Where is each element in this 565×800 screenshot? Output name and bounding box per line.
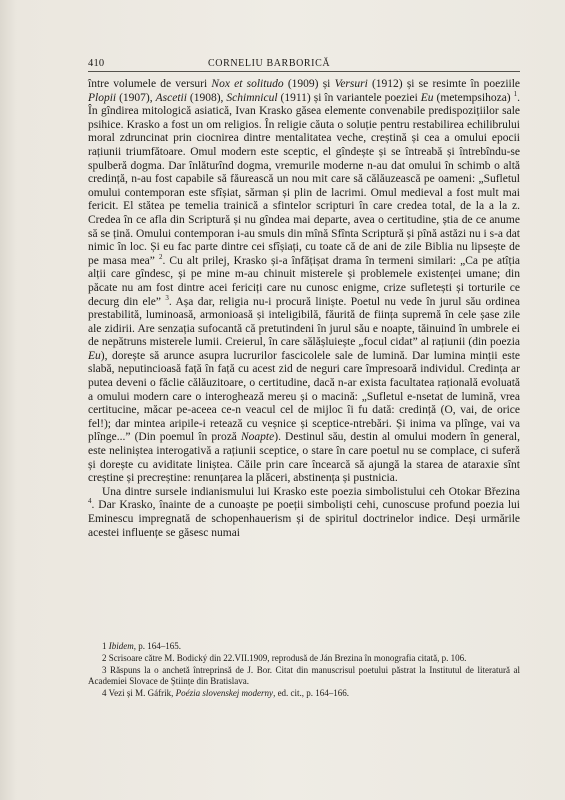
footnote-ref: 1 xyxy=(513,89,518,98)
text-run: ), dorește să arunce asupra lucrurilor fascicolele sale de lumină. Dar lumina minții este slabă, neputincioasă față în față cu acest zid de neguri care împresoară individul. Credința ar putea deveni o făclie călăuzitoare, o certitudine, dacă n-ar exista facultatea rațională evoluată a omului modern care o interoghează mereu și o macină: „Sufletul e-nsetat de lumină, vrea certitucine, măcar pe-aceea ce-n veacul cel de mijloc îi fu dată: credință (O, vai, de orice fel!); dar mintea aripile-i retează cu veșnice și sceptice-ntrebări. Și inima va plînge, vai va plînge...” (Din poemul în proză xyxy=(88,349,520,444)
paragraph xyxy=(88,78,520,486)
text-run: (1911) și în variantele poeziei xyxy=(277,91,421,104)
italic-title: Eu xyxy=(88,349,101,362)
italic-title: Versuri xyxy=(334,78,368,90)
text-run: (1907), xyxy=(116,91,156,104)
body-text xyxy=(88,78,520,540)
text-run: 2 Scrisoare către M. Bodický din 22.VII.1909, reprodusă de Ján Brezina în monografia citată, p. 106. xyxy=(102,653,467,663)
footnote-ref: 4 xyxy=(88,497,92,506)
text-run: (1909) și xyxy=(283,78,335,90)
text-run: Una dintre sursele indianismului lui Krasko este poezia simbolistului ceh Otokar Březina xyxy=(102,485,520,498)
footnotes xyxy=(88,641,520,700)
text-run: . Dar Krasko, înainte de a cunoaște pe poeții simboliști cehi, cunoscuse profund poezia lui Eminescu impregnată de schopenhauerism și de spiritul doctrinelor indice. Deși urmările acestei influențe se găsesc numai xyxy=(88,499,520,539)
italic-title: Poézia slovenskej moderny xyxy=(175,688,274,698)
running-head-author: CORNELIU BARBORICĂ xyxy=(208,58,331,69)
text-run: între volumele de versuri xyxy=(88,78,212,90)
header-rule xyxy=(88,71,520,72)
italic-title: Ibidem xyxy=(108,641,134,651)
text-run: . Cu alt prilej, Krasko și-a înfățișat drama în termeni similari: „Ca pe atîția alții care gîndesc, și pe mine m-au chinuit misterele și problemele existenței umane; din păcate nu am fost dintre acei fericiți care nu cunosc enigme, crize sufletești și torturile ce decurg din ele” xyxy=(88,254,520,308)
text-run: (1908), xyxy=(186,91,227,104)
footnote-ref: 2 xyxy=(158,252,163,261)
running-header xyxy=(88,58,520,69)
italic-title: Noapte xyxy=(241,431,275,444)
text-run: , ed. cit., p. 164–166. xyxy=(273,688,350,698)
italic-title: Ascetii xyxy=(155,91,187,104)
text-run: . În gîndirea mitologică asiatică, Ivan Krasko găsea elemente convenabile predispozițiilor sale psihice. Krasko a fost un om religios. În religie căuta o soluție pentru restabilirea echilibrului moral zdruncinat prin ciocnirea dintre mentalitatea veche, creștină și cea a omului epocii rațiunii triumfătoare. Omul modern este sceptic, el gîndește și se întreabă și întrebîndu-se spulberă dogma. Dar înlăturînd dogma, vremurile moderne n-au dat omului în schimb o altă credință, n-au fost capabile să făurească un nou mit care să călăuzească pe oameni: „Sufletul omului contemporan este sfîșiat, sărman și plin de lacrimi. Omul medieval a fost mult mai fericit. El stătea pe temelia trainică a sfintelor scripturi în care credea total, de la a la z. Credea în ce afla din Scriptură și nu gîndea mai departe, avea o certitudine, știa de ce anume să se țină. Omului contemporan i-au smuls din mînă Sfînta Scriptură și pînă astăzi nu i s-a dat nimic în loc. Și eu fac parte dintre cei sfîșiați, cu toate că de ani de zile Biblia nu lipsește de pe masa mea” xyxy=(88,91,520,267)
text-run: ). Destinul său, destin al omului modern în general, este neliniștea interogativă a rațiunii sceptice, o stare în care poetul nu se complace, ci suferă și dorește cu aviditate liniștea. Căile prin care încearcă să ajungă la starea de ataraxie sînt creștine și precreștine: renunțarea la plăceri, abstinența și pustnicia. xyxy=(88,431,520,485)
italic-title: Schimnicul xyxy=(226,91,278,104)
paragraph xyxy=(88,486,520,540)
text-run: . Așa dar, religia nu-i procură liniște. Poetul nu vede în jurul său ordinea prestabilită, luminoasă, armonioasă și inteligibilă, făurită de ființa supremă în cele șase zile ale zidirii. Are senzația sufocantă că pretutindeni în jurul său e noapte, tăinuind în umbrele ei de nepătruns misterele lumii. Creierul, în care sălășluiește „focul cidat” al rațiunii (din poezia xyxy=(88,295,520,349)
text-run: 3 Răspuns la o anchetă întreprinsă de J. Bor. Citat din manuscrisul poetului păstrat la Institutul de literatură al Academiei Slovace de Științe din Bratislava. xyxy=(88,665,520,686)
text-run: , p. 164–165. xyxy=(133,641,181,651)
text-run: (metempsihoza) xyxy=(433,91,514,104)
text-run: 4 Vezi și M. Gáfrik, xyxy=(102,688,176,698)
italic-title: Plopii xyxy=(88,91,117,104)
italic-title: Nox et solitudo xyxy=(211,78,284,90)
text-run: (1912) și se resimte în poeziile xyxy=(367,78,521,90)
footnote xyxy=(88,688,520,699)
footnote xyxy=(88,641,520,652)
page-number: 410 xyxy=(88,58,105,69)
italic-title: Eu xyxy=(420,91,434,104)
footnote-ref: 3 xyxy=(165,293,169,302)
text-run: 1 xyxy=(102,641,109,651)
footnote xyxy=(88,653,520,664)
footnote xyxy=(88,665,520,687)
